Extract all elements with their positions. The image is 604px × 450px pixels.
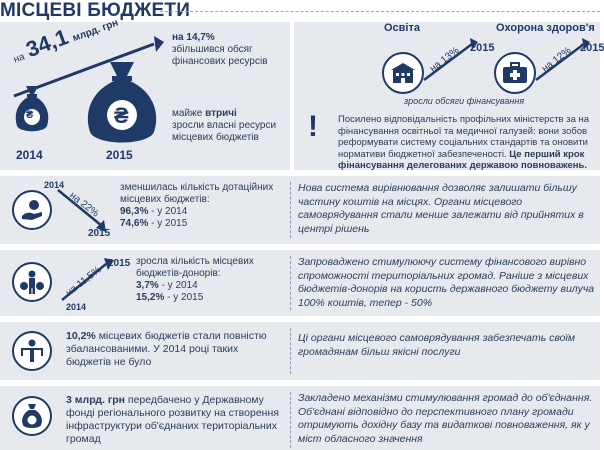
row2-year-from: 2014 [66,302,87,312]
row4-circle [12,396,52,436]
balance-person-icon [19,338,45,364]
fact-own-resources: майже втричі зросли власні ресурси місцевих бюджетів [172,108,277,143]
education-year: 2015 [470,42,495,54]
health-pct: на 12% [540,45,574,75]
row1-circle [12,190,52,230]
row1-year-from: 2014 [44,180,65,190]
fact-financial-resources: на 14,7% збільшився обсяг фінансових ресурсів [172,32,268,67]
row1-comment: Нова система вирівнювання дозволяє залишати більшу частину коштів на місцях. Органи місцевого самоврядування стали менше залежати від прийнятих в центрі рішень [298,182,584,235]
row1-stats: зменшилась кількість дотаційних місцевих бюджетів: 96,3% - у 2014 74,6% - у 2015 [120,182,274,229]
row4-text: 3 млрд. грн передбачено у Державному фонді регіонального розвитку на створення інфраструктури об'єднаних територіальних громад [66,394,279,445]
row1-year-to: 2015 [88,228,111,239]
row3-circle [12,331,52,371]
education-pct: на 13% [428,45,462,75]
row-donor-budgets [0,250,600,316]
row-balanced-budgets [0,322,600,380]
sectors-note: Посилено відповідальність профільних міністерств за на фінансування освітньої та медичної галузей: вони зобов реформувати систему соціальних стандартів та оновити нормативи бюджетної забезпеченості. Це перший крок фінансування делегованих державою повноважень. [338,114,590,171]
growth-amount: 34,1 [22,24,72,63]
education-circle [382,52,424,94]
growth-unit: млрд. грн [71,17,120,45]
hand-coin-icon [20,198,44,222]
medkit-icon [502,62,528,84]
row2-stats: зросла кількість місцевих бюджетів-донорів: 3,7% - у 2014 15,2% - у 2015 [136,256,254,303]
row-subsidized-budgets [0,176,600,244]
row1-pct: на 22% [67,190,101,220]
sectors-panel [294,22,604,171]
health-year: 2015 [580,42,604,54]
funding-caption: зросли обсяги фінансування [404,96,525,106]
page-title: МІСЦЕВІ БЮДЖЕТИ [0,0,191,21]
budget-growth-panel [0,17,290,170]
row-regional-fund [0,386,600,450]
row3-comment: Ці органи місцевого самоврядування забезпечать своїм громадянам більш якісні послуги [298,332,576,358]
money-bag-icon [21,403,43,429]
currency-symbol-small: ₴ [26,109,34,121]
money-bag-small-icon [14,82,50,134]
row2-comment: Запроваджено стимулюючу систему фінансового вирівно спроможності територіальних громад. Раніше з місцевих бюджетів-донорів на користь державного бюджету вилуча 100% коштів, тепер - 50% [298,256,595,309]
year-2015: 2015 [106,148,133,162]
row4-divider [290,392,291,448]
year-2014: 2014 [16,148,43,162]
row2-circle [12,262,52,302]
row4-comment: Закладено механізми стимулювання громад до об'єднання. Об'єднані відповідно до перспективного плану громади отримують дохідну базу та видаткові повноваження, як у міст обласного значення [298,392,593,445]
education-label: Освіта [384,22,420,34]
health-label: Охорона здоров'я [496,22,595,34]
person-bags-icon [19,269,45,295]
row2-year-to: 2015 [108,258,131,269]
currency-symbol-large: ₴ [114,103,129,128]
title-divider [160,11,600,12]
growth-prefix: на [12,51,27,66]
row1-divider [290,182,291,238]
school-icon [390,62,416,84]
row2-divider [290,256,291,310]
exclamation-icon: ! [308,110,318,143]
row2-pct: на 11,5% [64,264,104,299]
row3-text: 10,2% місцевих бюджетів стали повністю збалансованими. У 2014 році таких бюджетів не було [66,330,267,368]
row3-divider [290,328,291,374]
health-circle [494,52,536,94]
